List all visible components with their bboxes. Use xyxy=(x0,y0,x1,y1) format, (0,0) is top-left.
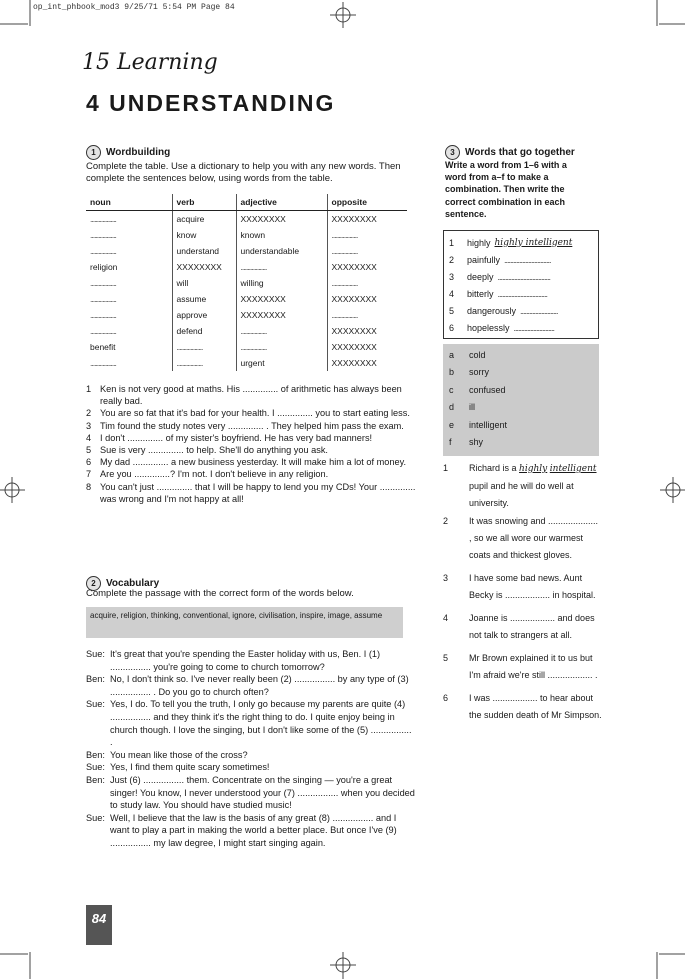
adverb-word: painfully xyxy=(467,254,501,265)
table-row xyxy=(86,243,407,259)
table-cell: ................... xyxy=(90,278,116,288)
sentence-number: 3 xyxy=(86,420,92,431)
table-cell: will xyxy=(172,275,236,291)
sentence-number: 3 xyxy=(443,573,449,583)
sentence-number: 1 xyxy=(443,463,449,473)
dialogue-line xyxy=(86,812,415,850)
item-number: 1 xyxy=(449,237,455,248)
sentence-item xyxy=(86,444,419,456)
adjective-item xyxy=(443,434,599,452)
table-cell: ................... xyxy=(90,246,116,256)
table-cell: ................... xyxy=(236,259,327,275)
dialogue-text: No, I don't think so. I've never really been (2) ................ by any type of (3) ................ . Do you go to church often? xyxy=(110,674,409,697)
dialogue-text: Yes, I find them quite scary sometimes! xyxy=(110,762,270,773)
table-cell: XXXXXXXX xyxy=(327,259,407,275)
adverb-item xyxy=(444,268,598,285)
table-cell: ................... xyxy=(90,326,116,336)
adjective-item xyxy=(443,416,599,434)
sentence-text: I was .................. to hear about the sudden death of Mr Simpson. xyxy=(469,693,602,720)
table-cell: understandable xyxy=(236,243,327,259)
table-cell: known xyxy=(236,227,327,243)
speaker-name: Ben: xyxy=(86,749,105,760)
handwritten-answer: highly xyxy=(519,464,548,474)
table-cell: defend xyxy=(172,323,236,339)
ex1-title: Wordbuilding xyxy=(106,147,171,158)
dialogue-line xyxy=(86,761,415,774)
sentence-number: 5 xyxy=(86,445,92,456)
adverb-word: hopelessly xyxy=(467,322,510,333)
adjective-item xyxy=(443,364,599,382)
sentence-text: You can't just .............. that I will be happy to lend you my CDs! Your .............. was wrong and I'm not happy at all! xyxy=(100,481,416,504)
page-number: 84 xyxy=(86,905,112,945)
table-row xyxy=(86,323,407,339)
sentence-text: Ken is not very good at maths. His .............. of arithmetic has always been really bad. xyxy=(100,384,402,407)
sentence-text: I don't .............. of my sister's boyfriend. He has very bad manners! xyxy=(100,432,373,443)
item-letter: a xyxy=(449,349,455,360)
column-header: noun xyxy=(86,194,172,211)
table-row xyxy=(86,307,407,323)
ex3-sentence-1 xyxy=(443,460,603,512)
table-cell: religion xyxy=(90,262,118,272)
item-letter: b xyxy=(449,367,455,378)
ex1-sentences xyxy=(86,383,419,505)
item-number: 4 xyxy=(449,288,455,299)
ex2-instructions: Complete the passage with the correct form of the words below. xyxy=(86,588,354,599)
adverb-item xyxy=(444,319,598,336)
table-row xyxy=(86,355,407,371)
table-cell: benefit xyxy=(90,342,116,352)
item-number: 3 xyxy=(449,271,455,282)
sentence-item xyxy=(86,432,419,444)
sentence-text: It was snowing and .................... , so we all wore our warmest coats and thickest gloves. xyxy=(469,516,599,560)
adjective-list xyxy=(443,344,599,456)
table-row xyxy=(86,259,407,275)
word-box: acquire, religion, thinking, conventional, ignore, civilisation, inspire, image, assume xyxy=(86,607,403,638)
ex1-heading xyxy=(86,145,170,160)
sentence-text: pupil and he will do well at university. xyxy=(469,481,574,508)
dialogue-line xyxy=(86,648,415,673)
table-cell: acquire xyxy=(172,211,236,228)
sentence-item xyxy=(443,690,603,724)
adverb-item xyxy=(444,285,598,302)
table-cell: XXXXXXXX xyxy=(327,339,407,355)
adjective-word: cold xyxy=(469,349,486,360)
dialogue-text: Yes, I do. To tell you the truth, I only go because my parents are quite (4) ................ and they think it's the right thing to do. I quite enjoy being in church though. I love the singing, but I don't like some of the (5) ................ . xyxy=(110,699,412,748)
sentence-item xyxy=(86,456,419,468)
sentence-text: Mr Brown explained it to us but I'm afraid we're still .................. . xyxy=(469,653,598,680)
sentence-number: 8 xyxy=(86,481,92,492)
column-header: verb xyxy=(172,194,236,211)
table-cell: ................... xyxy=(236,339,327,355)
ex1-instructions: Complete the table. Use a dictionary to help you with any new words. Then complete the sentences below, using words from the table. xyxy=(86,161,401,184)
sentence-text: My dad .............. a new business yesterday. It will make him a lot of money. xyxy=(100,457,407,468)
dialogue-text: You mean like those of the cross? xyxy=(110,749,248,760)
answer-blank: ................................. xyxy=(497,288,548,299)
adverb-word: deeply xyxy=(467,271,494,282)
table-cell: understand xyxy=(172,243,236,259)
sentence-item xyxy=(86,407,419,419)
table-cell: know xyxy=(172,227,236,243)
speaker-name: Sue: xyxy=(86,699,105,710)
sentence-number: 6 xyxy=(86,457,92,468)
sentence-text: Are you ..............? I'm not. I don't believe in any religion. xyxy=(100,469,329,480)
adverb-list xyxy=(443,230,599,339)
table-cell: ................... xyxy=(327,307,407,323)
print-slug: op_int_phbook_mod3 9/25/71 5:54 PM Page 84 xyxy=(33,3,235,12)
sentence-item xyxy=(443,610,603,644)
adjective-item xyxy=(443,381,599,399)
table-cell: XXXXXXXX xyxy=(327,211,407,228)
speaker-name: Sue: xyxy=(86,649,105,659)
table-cell: XXXXXXXX xyxy=(327,323,407,339)
sentence-number: 5 xyxy=(443,653,449,663)
ex1-number-icon: 1 xyxy=(86,145,101,160)
sentence-number: 2 xyxy=(443,516,449,526)
item-letter: e xyxy=(449,419,455,430)
sentence-text: Sue is very .............. to help. She'll do anything you ask. xyxy=(100,445,328,456)
speaker-name: Sue: xyxy=(86,812,105,823)
sentence-text: You are so fat that it's bad for your health. I .............. you to start eating less. xyxy=(100,408,410,419)
sentence-number: 4 xyxy=(443,613,449,623)
sentence-number: 4 xyxy=(86,432,92,443)
answer-blank: ......................... xyxy=(520,305,558,316)
table-cell: XXXXXXXX xyxy=(236,211,327,228)
table-cell: XXXXXXXX xyxy=(327,355,407,371)
sentence-item xyxy=(86,420,419,432)
sentence-number: 2 xyxy=(86,408,92,419)
dialogue-line xyxy=(86,774,415,812)
ex2-number-icon: 2 xyxy=(86,576,101,591)
adjective-item xyxy=(443,346,599,364)
adverb-word: bitterly xyxy=(467,288,494,299)
table-row xyxy=(86,275,407,291)
table-cell: ................... xyxy=(90,214,116,224)
sentence-text: Tim found the study notes very .............. . They helped him pass the exam. xyxy=(100,420,404,431)
table-cell: ................... xyxy=(90,294,116,304)
dialogue-text: Just (6) ................ them. Concentrate on the singing — you're a great singer! You know, I never understood your (7) ................ when you decided to study law. You should have studied music! xyxy=(110,774,415,811)
sentence-item xyxy=(86,481,419,505)
table-cell: XXXXXXXX xyxy=(172,259,236,275)
table-cell: assume xyxy=(172,291,236,307)
sentence-text: Richard is a xyxy=(469,463,517,473)
adjective-word: intelligent xyxy=(469,419,508,430)
item-letter: d xyxy=(449,402,455,413)
item-number: 5 xyxy=(449,305,455,316)
item-number: 2 xyxy=(449,254,455,265)
table-cell: ................... xyxy=(90,358,116,368)
handwritten-answer: intelligent xyxy=(549,464,597,474)
table-cell: ................... xyxy=(90,310,116,320)
table-row xyxy=(86,291,407,307)
table-row xyxy=(86,339,407,355)
speaker-name: Ben: xyxy=(86,674,105,685)
table-cell: ................... xyxy=(236,323,327,339)
table-cell: ................... xyxy=(327,275,407,291)
sentence-number: 1 xyxy=(86,384,92,394)
answer-blank: ........................... xyxy=(513,322,555,333)
dialogue-line xyxy=(86,698,415,748)
wordbuilding-table xyxy=(86,194,407,371)
table-row xyxy=(86,227,407,243)
ex3-sentences xyxy=(443,513,603,730)
adjective-word: confused xyxy=(469,384,506,395)
dialogue-line xyxy=(86,673,415,698)
item-number: 6 xyxy=(449,322,455,333)
adverb-item xyxy=(444,234,598,251)
adjective-word: sorry xyxy=(469,367,489,378)
table-row xyxy=(86,211,407,228)
dialogue-text: Well, I believe that the law is the basis of any great (8) ................ and I want to play a part in making the world a better place. But once I've (9) ................ my law degree, I might start singing again. xyxy=(110,812,397,848)
column-header: adjective xyxy=(236,194,327,211)
table-cell: ................... xyxy=(327,243,407,259)
column-header: opposite xyxy=(327,194,407,211)
dialogue-text: It's great that you're spending the Easter holiday with us, Ben. I (1) ................ you're going to come to church tomorrow? xyxy=(110,649,381,672)
sentence-number: 6 xyxy=(443,693,449,703)
table-cell: urgent xyxy=(236,355,327,371)
table-cell: ................... xyxy=(172,355,236,371)
section-title: 4 UNDERSTANDING xyxy=(86,90,336,116)
dialogue-line xyxy=(86,749,415,762)
table-cell: ................... xyxy=(90,230,116,240)
sentence-number: 7 xyxy=(86,469,92,480)
ex3-title: Words that go together xyxy=(465,147,575,158)
adverb-word: highly xyxy=(467,237,491,248)
sentence-text: I have some bad news. Aunt Becky is .................. in hospital. xyxy=(469,573,596,600)
ex2-dialogue xyxy=(86,648,415,850)
sentence-item xyxy=(86,383,419,407)
ex3-number-icon: 3 xyxy=(445,145,460,160)
sentence-item xyxy=(86,468,419,480)
speaker-name: Ben: xyxy=(86,774,105,785)
sentence-item xyxy=(443,513,603,564)
answer-blank: ................................... xyxy=(497,271,551,282)
table-cell: ................... xyxy=(172,339,236,355)
table-cell: ................... xyxy=(327,227,407,243)
handwritten-answer: highly intelligent xyxy=(494,237,573,248)
adverb-item xyxy=(444,251,598,268)
ex3-instructions: Write a word from 1–6 with a word from a–f to make a combination. Then write the correct combination in each sentence. xyxy=(445,160,567,219)
adjective-item xyxy=(443,399,599,417)
unit-title: 15 Learning xyxy=(82,50,218,75)
sentence-item xyxy=(443,650,603,684)
sentence-item xyxy=(443,570,603,604)
item-letter: c xyxy=(449,384,454,395)
adverb-item xyxy=(444,302,598,319)
adjective-word: shy xyxy=(469,437,484,448)
table-cell: XXXXXXXX xyxy=(236,307,327,323)
table-cell: approve xyxy=(172,307,236,323)
item-letter: f xyxy=(449,437,452,448)
table-cell: XXXXXXXX xyxy=(236,291,327,307)
speaker-name: Sue: xyxy=(86,762,105,773)
table-cell: XXXXXXXX xyxy=(327,291,407,307)
table-cell: willing xyxy=(236,275,327,291)
answer-blank: ............................... xyxy=(504,254,551,265)
ex2-title: Vocabulary xyxy=(106,578,160,589)
sentence-text: Joanne is .................. and does not talk to strangers at all. xyxy=(469,613,595,640)
ex3-heading xyxy=(445,145,575,160)
adverb-word: dangerously xyxy=(467,305,517,316)
adjective-word: ill xyxy=(469,402,475,413)
